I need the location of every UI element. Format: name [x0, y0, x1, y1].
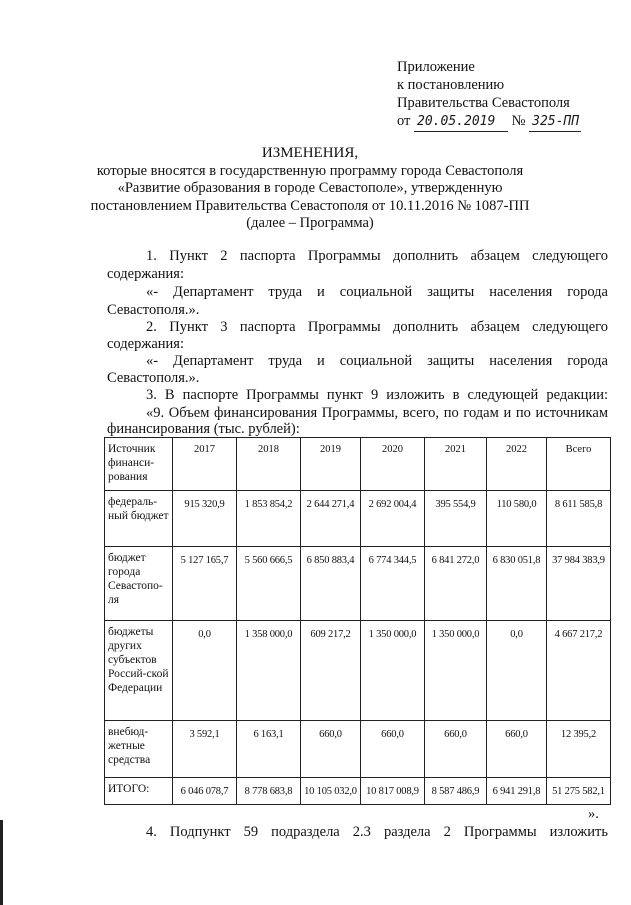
- item-1-line-a: 1. Пункт 2 паспорта Программы дополнить абзацем следующего: [146, 248, 608, 264]
- table-cell: 660,0: [425, 721, 487, 778]
- table-cell: 6 841 272,0: [425, 547, 487, 621]
- table-cell: 6 850 883,4: [301, 547, 361, 621]
- table-cell: 5 127 165,7: [173, 547, 237, 621]
- table-cell: 5 560 666,5: [237, 547, 301, 621]
- table-cell: 1 350 000,0: [361, 621, 425, 721]
- item-1-line-b: содержания:: [107, 266, 185, 282]
- annex-date-line: [397, 112, 627, 132]
- header-cell: 2017: [173, 438, 237, 491]
- table-cell: 10 817 008,9: [361, 778, 425, 805]
- from-label: от: [397, 113, 411, 129]
- item-2-line-b: содержания:: [107, 336, 185, 352]
- table-cell: 12 395,2: [547, 721, 611, 778]
- table-cell: 4 667 217,2: [547, 621, 611, 721]
- table-header-row: [105, 438, 611, 491]
- table-cell: 8 587 486,9: [425, 778, 487, 805]
- table-cell: 660,0: [487, 721, 547, 778]
- row-label: бюджеты других субъектов Россий-ской Федерации: [105, 621, 173, 721]
- title-line-2: «Развитие образования в городе Севастополе», утвержденную: [117, 180, 503, 196]
- table-cell: 1 853 854,2: [237, 491, 301, 547]
- table-cell: 6 046 078,7: [173, 778, 237, 805]
- table-cell: 1 350 000,0: [425, 621, 487, 721]
- table-cell: 2 644 271,4: [301, 491, 361, 547]
- table-cell: 6 774 344,5: [361, 547, 425, 621]
- annex-line-3: Правительства Севастополя: [397, 95, 570, 111]
- table-cell: 1 358 000,0: [237, 621, 301, 721]
- row-label: внебюд-жетные средства: [105, 721, 173, 778]
- scan-edge-line: [0, 820, 3, 905]
- table-cell: 915 320,9: [173, 491, 237, 547]
- row-label: ИТОГО:: [105, 778, 173, 805]
- table-cell: 110 580,0: [487, 491, 547, 547]
- handwritten-date: 20.05.2019: [414, 113, 508, 132]
- table-row: [105, 621, 611, 721]
- table-cell: 37 984 383,9: [547, 547, 611, 621]
- table-cell: 8 778 683,8: [237, 778, 301, 805]
- table-cell: 660,0: [301, 721, 361, 778]
- header-cell: 2020: [361, 438, 425, 491]
- table-cell: 6 830 051,8: [487, 547, 547, 621]
- item-3-quote-line-b: финансирования (тыс. рублей):: [107, 421, 300, 437]
- table-cell: 8 611 585,8: [547, 491, 611, 547]
- title-line-1: которые вносятся в государственную программу города Севастополя: [96, 162, 524, 179]
- table-cell: 2 692 004,4: [361, 491, 425, 547]
- header-cell: 2018: [237, 438, 301, 491]
- quote-1-line-a: «- Департамент труда и социальной защиты населения города: [146, 284, 608, 300]
- table-row: [105, 491, 611, 547]
- table-cell: 51 275 582,1: [547, 778, 611, 805]
- row-label: федераль-ный бюджет: [105, 491, 173, 547]
- table-cell: 609 217,2: [301, 621, 361, 721]
- document-title: [90, 145, 530, 233]
- table-row: [105, 721, 611, 778]
- item-3-line: 3. В паспорте Программы пункт 9 изложить в следующей редакции:: [146, 387, 608, 403]
- table-cell: 3 592,1: [173, 721, 237, 778]
- table-cell: 660,0: [361, 721, 425, 778]
- table-closing-quote: ».: [588, 806, 599, 822]
- header-cell: 2021: [425, 438, 487, 491]
- quote-1-line-b: Севастополя.».: [107, 302, 200, 318]
- item-2-line-a: 2. Пункт 3 паспорта Программы дополнить абзацем следующего: [146, 319, 608, 335]
- title-line-4: (далее – Программа): [246, 215, 374, 231]
- table-cell: 395 554,9: [425, 491, 487, 547]
- table-cell: 10 105 032,0: [301, 778, 361, 805]
- title-heading: ИЗМЕНЕНИЯ,: [261, 145, 359, 161]
- title-line-3: постановлением Правительства Севастополя от 10.11.2016 № 1087-ПП: [90, 197, 530, 214]
- item-3-quote-line-a: «9. Объем финансирования Программы, всего, по годам и по источникам: [146, 405, 608, 421]
- annex-line-2: к постановлению: [397, 77, 505, 93]
- financing-table: [104, 437, 611, 805]
- annex-line-1: Приложение: [397, 59, 475, 75]
- table-cell: 6 941 291,8: [487, 778, 547, 805]
- header-cell: 2019: [301, 438, 361, 491]
- row-label: бюджет города Севастопо-ля: [105, 547, 173, 621]
- header-cell: Источник финанси-рования: [105, 438, 173, 491]
- handwritten-number: 325-ПП: [529, 113, 581, 132]
- table-cell: 6 163,1: [237, 721, 301, 778]
- item-4-line: 4. Подпункт 59 подраздела 2.3 раздела 2 Программы изложить: [146, 824, 608, 840]
- table-total-row: [105, 778, 611, 805]
- quote-2-line-a: «- Департамент труда и социальной защиты населения города: [146, 353, 608, 369]
- header-cell: 2022: [487, 438, 547, 491]
- number-label: №: [511, 113, 526, 129]
- table-cell: 0,0: [173, 621, 237, 721]
- header-cell: Всего: [547, 438, 611, 491]
- table-row: [105, 547, 611, 621]
- table-cell: 0,0: [487, 621, 547, 721]
- quote-2-line-b: Севастополя.».: [107, 370, 200, 386]
- annex-block: [397, 58, 627, 132]
